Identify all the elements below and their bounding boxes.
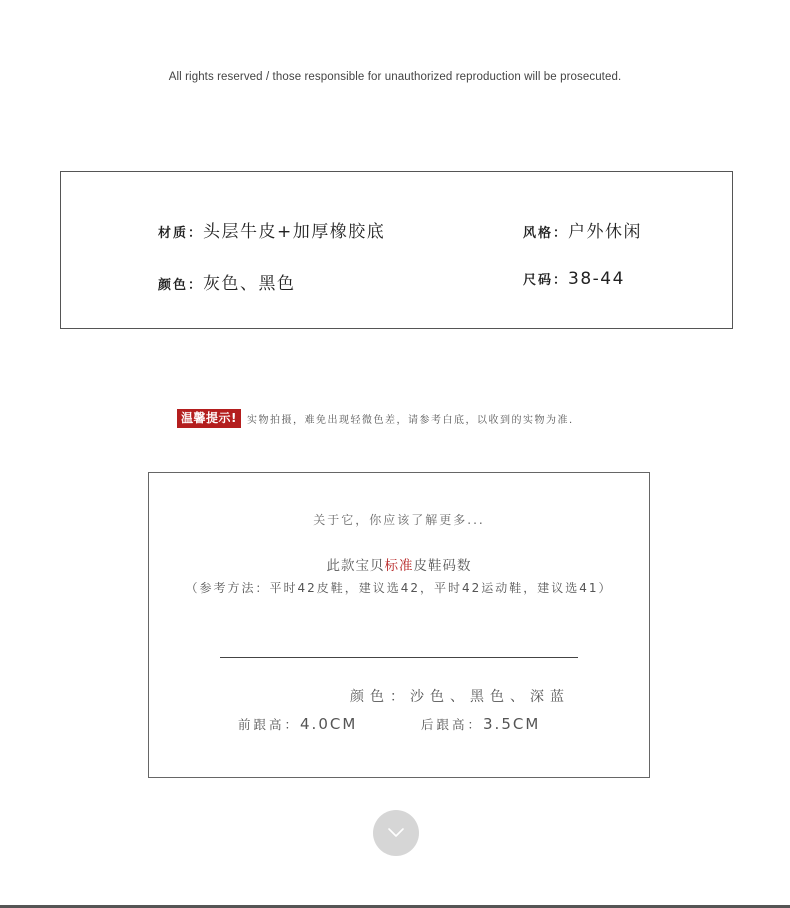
info-box [148,472,650,778]
spec-style [523,217,642,242]
size-method: （参考方法：平时42皮鞋，建议选42，平时42运动鞋，建议选41） [185,581,613,595]
spec-size-label: 尺码： [523,273,569,288]
spec-style-value: 户外休闲 [568,222,643,242]
spec-material-label: 材质： [158,226,204,241]
spec-color-value: 灰色、黑色 [203,274,296,294]
scroll-down-button[interactable] [373,810,419,856]
back-heel [421,714,540,733]
spec-style-label: 风格： [523,226,569,241]
size-title-prefix: 此款宝贝 [326,558,385,574]
spec-size [523,269,625,289]
size-title-suffix: 皮鞋码数 [413,558,472,574]
notice [177,408,574,428]
front-heel-label: 前跟高： [238,717,301,732]
colors-label: 颜色： [350,689,410,705]
colors-value: 沙色、黑色、深蓝 [410,689,570,705]
spec-size-value: 38-44 [568,269,625,289]
copyright-notice: All rights reserved / those responsible for unauthorized reproduction will be prosecuted. [168,71,622,83]
front-heel [238,714,357,733]
colors-row [350,686,570,706]
notice-text: 实物拍摄，难免出现轻微色差，请参考白底，以收到的实物为准. [246,415,574,426]
about-heading: 关于它，你应该了解更多... [313,513,485,527]
spec-color-label: 颜色： [158,278,204,293]
front-heel-value: 4.0CM [300,715,358,733]
back-heel-value: 3.5CM [483,715,541,733]
size-title-highlight: 标准 [384,558,414,574]
spec-material-value: 头层牛皮+加厚橡胶底 [203,222,386,242]
size-title [149,554,649,574]
spec-box [60,171,733,329]
chevron-down-icon [386,824,406,842]
notice-tag: 温馨提示! [177,409,241,428]
spec-color [158,269,296,294]
spec-material [158,217,385,242]
back-heel-label: 后跟高： [421,717,484,732]
divider [220,657,578,658]
